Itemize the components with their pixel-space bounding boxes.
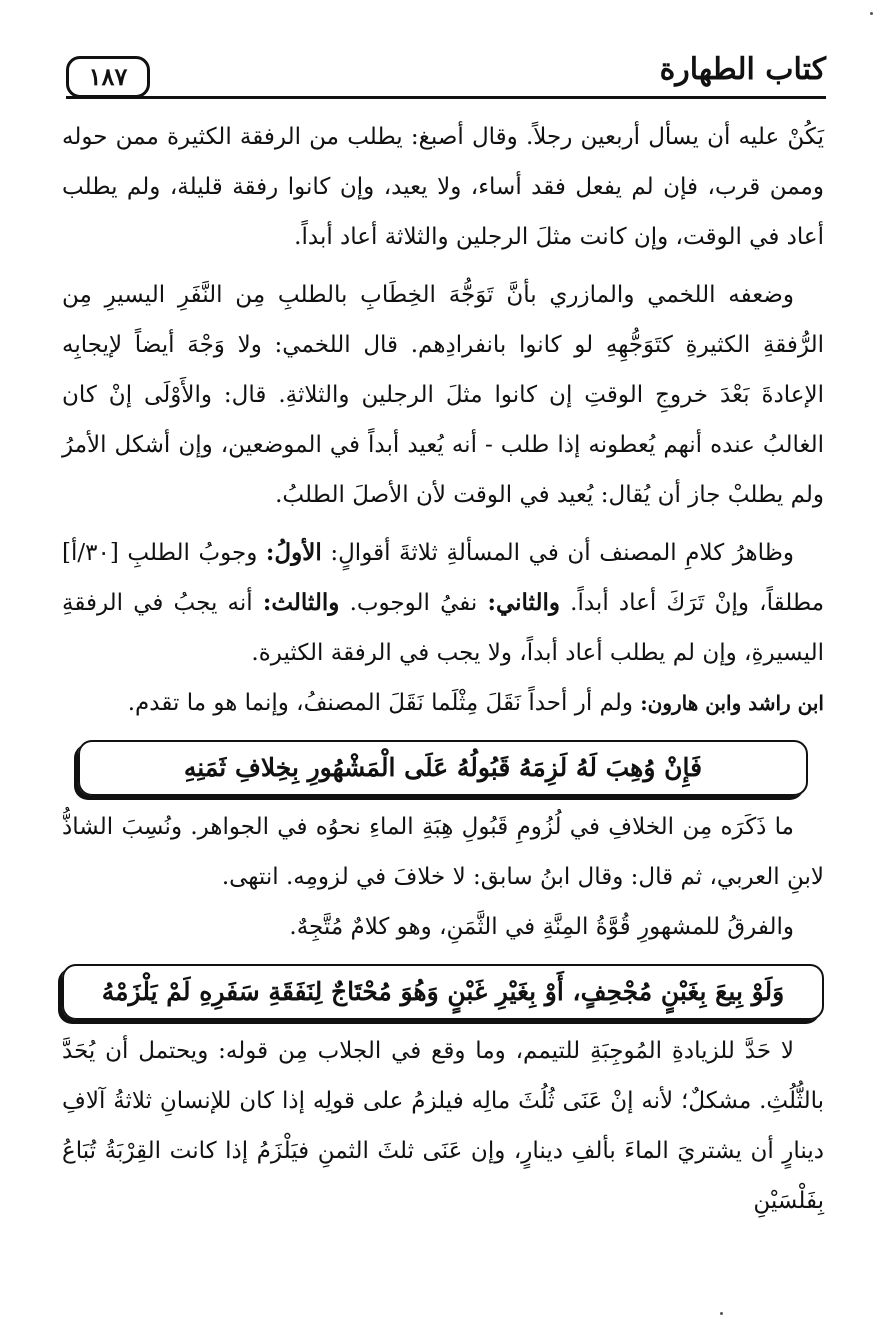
page-header (66, 50, 826, 100)
paragraph-6: والفرقُ للمشهورِ قُوَّةُ المِنَّةِ في الثَّمَنِ، وهو كلامٌ مُتَّجِهٌ. (289, 914, 794, 940)
paragraph-3-text-c: نفيُ الوجوب. (349, 590, 478, 616)
paragraph-4-text: ولم أر أحداً نَقَلَ مِثْلَما نَقَلَ المصنفُ، وإنما هو ما تقدم. (127, 690, 633, 716)
page-body (62, 112, 824, 1226)
matn-verse-2: وَلَوْ بِيعَ بِغَبْنٍ مُجْحِفٍ، أَوْ بِغَيْرِ غَبْنٍ وَهُوَ مُحْتَاجٌ لِنَفَقَةِ سَفَرِهِ لَمْ يَلْزَمْهُ (62, 964, 824, 1020)
keyword-second: والثاني: (487, 589, 560, 616)
page-number-badge (66, 56, 150, 98)
paragraph-1: يَكُنْ عليه أن يسأل أربعين رجلاً. وقال أصبغ: يطلب من الرفقة الكثيرة ممن حوله وممن قرب، فإن لم يفعل فقد أساء، ولا يعيد، وإن كانوا رفقة قليلة، ولم يطلب أعاد في الوقت، وإن كانت مثلَ الرجلين والثلاثة أعاد أبداً. (62, 124, 824, 250)
matn-verse-1: فَإِنْ وُهِبَ لَهُ لَزِمَهُ قَبُولُهُ عَلَى الْمَشْهُورِ بِخِلافِ ثَمَنِهِ (78, 740, 808, 796)
page-number: ١٨٧ (88, 62, 128, 91)
keyword-third: والثالث: (262, 589, 340, 616)
paragraph-7: لا حَدَّ للزيادةِ المُوجِبَةِ للتيمم، وما وقع في الجلاب مِن قوله: ويحتمل أن يُحَدَّ بالثُّلُثِ. مشكلٌ؛ لأنه إنْ عَنَى ثُلُثَ مالِه فيلزمُ على قولِه إذا كان للإنسانِ ثلاثةُ آلافِ دينارٍ أن يشتريَ الماءَ بألفِ دينارٍ، وإن عَنَى ثلثَ الثمنِ فيَلْزَمُ إذا كانت القِرْبَةُ تُبَاعُ بِفَلْسَيْنِ (62, 1038, 824, 1214)
paragraph-3-text-d: أنه يجبُ في الرفقةِ اليسيرةِ، وإن لم يطلب أعاد أبداً، ولا يجب في الرفقة الكثيرة. (62, 590, 824, 666)
paragraph-3 (62, 528, 824, 678)
book-title: كتاب الطهارة (659, 52, 826, 87)
paragraph-3-text-b: وجوبُ الطلبِ [٣٠/أ] مطلقاً، وإنْ تَرَكَ أعاد أبداً. (62, 540, 825, 616)
cited-authors: ابن راشد وابن هارون: (640, 691, 824, 715)
header-divider (66, 96, 826, 99)
paragraph-2: وضعفه اللخمي والمازري بأنَّ تَوَجُّهَ الخِطَابِ بالطلبِ مِن النَّفَرِ اليسيرِ مِن الرُّفقةِ الكثيرةِ كتَوَجُّهِهِ لو كانوا بانفرادِهم. قال اللخمي: ولا وَجْهَ أيضاً لإيجابِه الإعادةَ بَعْدَ خروجِ الوقتِ إن كانوا مثلَ الرجلين والثلاثةِ. قال: والأَوْلَى إنْ كان الغالبُ عنده أنهم يُعطونه إذا طلب - أنه يُعيد أبداً في الموضعين، وإن أشكل الأمرُ ولم يطلبْ جاز أن يُقال: يُعيد في الوقت لأن الأصلَ الطلبُ. (62, 282, 824, 508)
paragraph-4 (62, 678, 824, 728)
paragraph-3-text-a: وظاهرُ كلامِ المصنف أن في المسألةِ ثلاثةَ أقوالٍ: (330, 540, 795, 566)
scan-speck (870, 12, 873, 15)
paragraph-5: ما ذَكَرَه مِن الخلافِ في لُزُومِ قَبُولِ هِبَةِ الماءِ نحوُه في الجواهر. ونُسِبَ الشاذُّ لابنِ العربي، ثم قال: وقال ابنُ سابق: لا خلافَ في لزومِه. انتهى. (62, 814, 824, 890)
scan-speck (720, 1312, 723, 1315)
keyword-first: الأولُ: (265, 539, 322, 566)
